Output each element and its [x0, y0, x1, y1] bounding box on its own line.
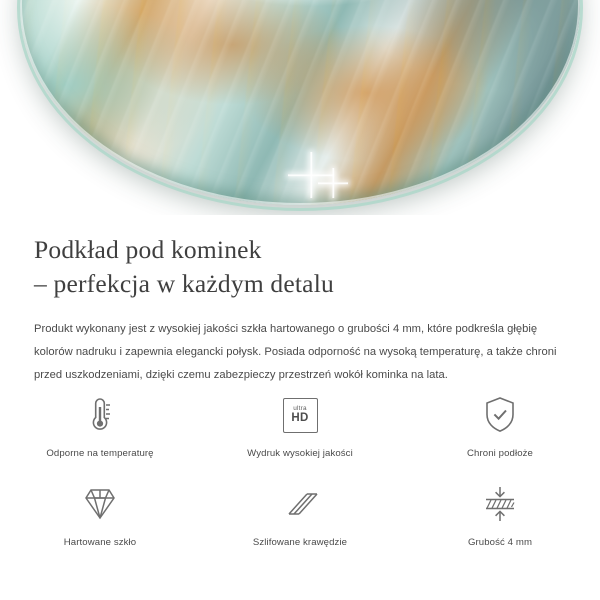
polished-edges-icon — [280, 481, 320, 527]
feature-label: Szlifowane krawędzie — [252, 537, 348, 548]
feature-item-thickness — [400, 481, 600, 548]
feature-label: Chroni podłoże — [467, 448, 533, 459]
ultra-hd-icon — [283, 392, 318, 438]
feature-label: Grubość 4 mm — [467, 537, 533, 548]
feature-label: Wydruk wysokiej jakości — [247, 448, 353, 459]
headline-line-1: Podkład pod kominek — [34, 235, 262, 264]
feature-item-tempered-glass — [0, 481, 200, 548]
product-description-paragraph: Produkt wykonany jest z wysokiej jakości szkła hartowanego o grubości 4 mm, które podkreśla głębię kolorów nadruku i zapewnia elegancki połysk. Posiada odporność na wysoką temperaturę, a także chroni przed uszkodzeniami, dzięki czemu zabezpieczy przestrzeń wokół kominka na lata. — [34, 323, 557, 382]
feature-item-temperature — [0, 392, 200, 459]
feature-label: Odporne na temperaturę — [46, 448, 154, 459]
feature-item-polished-edges — [200, 481, 400, 548]
shield-check-icon — [482, 392, 518, 438]
thermometer-icon — [80, 392, 120, 438]
hero-image-area — [0, 0, 600, 215]
headline-line-2: – perfekcja w każdym detalu — [34, 268, 334, 298]
feature-item-print-quality — [200, 392, 400, 459]
fireplace-glass-plate-image — [20, 0, 580, 205]
thickness-arrows-icon — [480, 481, 520, 527]
diamond-icon — [79, 481, 121, 527]
ultra-hd-badge-small: ultra — [293, 404, 307, 412]
feature-grid — [0, 392, 600, 548]
ultra-hd-badge-big: HD — [291, 411, 309, 424]
page-title — [34, 233, 566, 300]
feature-label: Hartowane szkło — [63, 537, 137, 548]
feature-item-surface-protection — [400, 392, 600, 459]
text-content — [0, 215, 600, 387]
